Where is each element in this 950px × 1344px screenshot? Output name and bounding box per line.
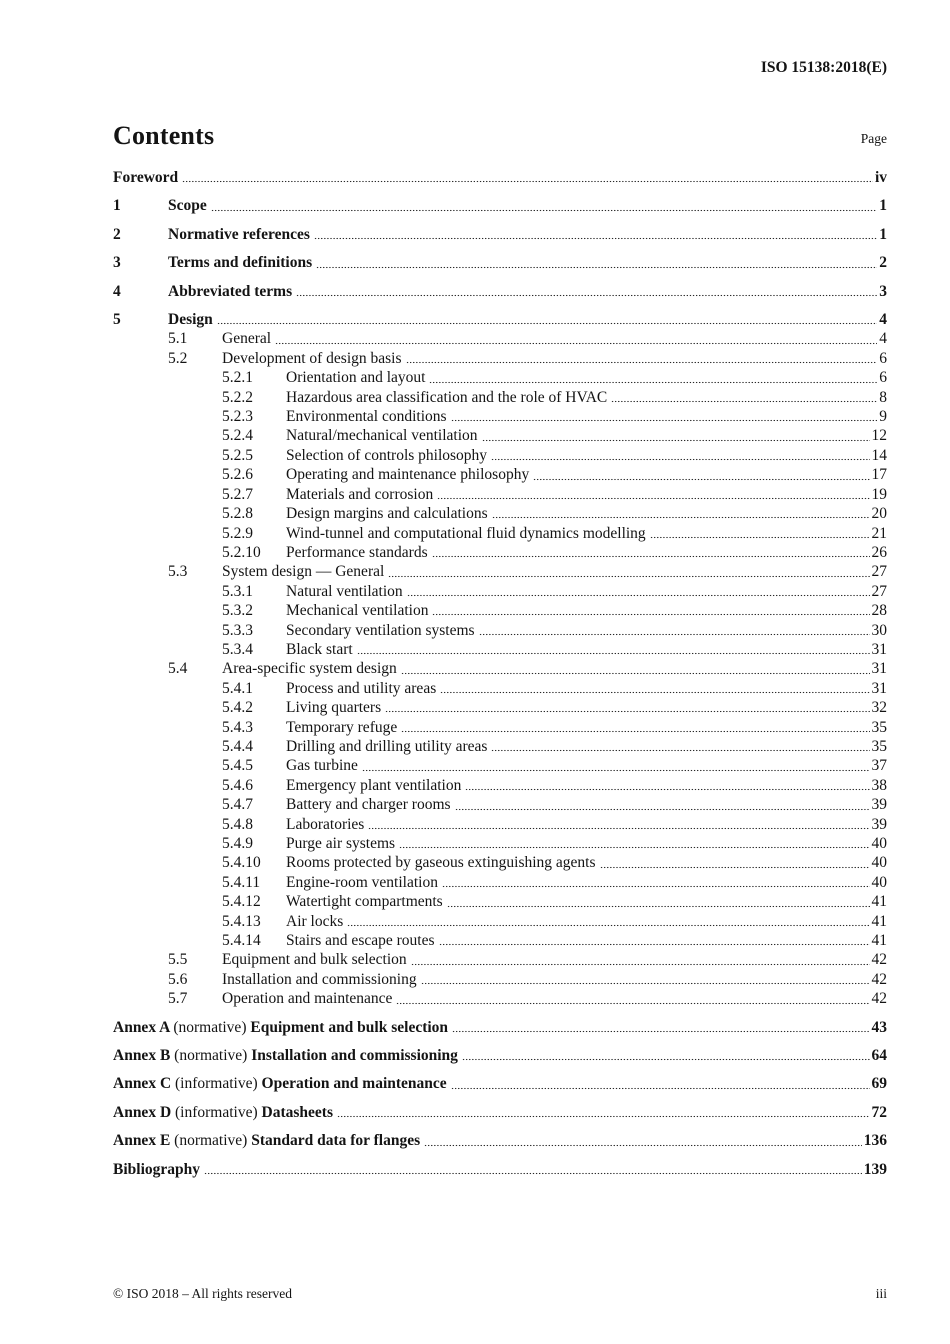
toc-annex-qualifier: (normative) — [174, 1047, 252, 1065]
toc-list — [113, 168, 887, 1179]
toc-entry-page: 28 — [871, 602, 887, 620]
toc-entry-label: Living quarters — [286, 699, 382, 717]
toc-annex-qualifier: (informative) — [175, 1103, 262, 1121]
toc-entry — [113, 892, 887, 911]
toc-entry-label: Abbreviated terms — [168, 282, 293, 300]
toc-entry — [113, 1131, 887, 1150]
toc-entry-number: 5.4.14 — [222, 932, 261, 950]
toc-entry-page: 136 — [863, 1132, 887, 1150]
dot-leader — [479, 621, 870, 640]
toc-entry-page: 41 — [871, 912, 887, 930]
toc-entry-number: 5.4.4 — [222, 737, 253, 755]
toc-entry — [113, 310, 887, 329]
dot-leader — [600, 853, 870, 872]
toc-entry — [113, 698, 887, 717]
toc-entry — [113, 196, 887, 215]
toc-entry-page: 3 — [879, 282, 887, 300]
dot-leader — [437, 485, 869, 504]
toc-entry-page: 9 — [879, 408, 887, 426]
toc-entry-label: Bibliography — [113, 1160, 200, 1178]
toc-entry-label: Watertight compartments — [286, 893, 443, 911]
toc-entry-label: Battery and charger rooms — [286, 796, 451, 814]
dot-leader — [492, 504, 870, 523]
toc-annex-title: Equipment and bulk selection — [250, 1018, 449, 1036]
toc-entry — [113, 253, 887, 272]
toc-entry-page: 40 — [871, 873, 887, 891]
dot-leader — [316, 253, 877, 272]
toc-entry-page: 31 — [871, 679, 887, 697]
toc-entry-number: 5.2.9 — [222, 524, 253, 542]
toc-entry — [113, 679, 887, 698]
toc-entry-page: 31 — [871, 640, 887, 658]
toc-entry — [113, 795, 887, 814]
toc-entry — [113, 282, 887, 301]
toc-entry-label — [113, 1018, 448, 1037]
toc-entry-page: 139 — [863, 1160, 887, 1178]
toc-entry-number: 5.3.1 — [222, 582, 253, 600]
toc-entry-page: 17 — [871, 466, 887, 484]
toc-entry-page: 32 — [871, 699, 887, 717]
dot-leader — [401, 718, 869, 737]
toc-entry-page: 40 — [871, 835, 887, 852]
toc-entry-page: 27 — [871, 563, 887, 581]
dot-leader — [455, 795, 870, 814]
toc-entry-page: 30 — [871, 621, 887, 639]
dot-leader — [451, 407, 878, 426]
toc-annex-qualifier: (normative) — [173, 1018, 251, 1036]
toc-entry-number: 5.4.13 — [222, 912, 261, 930]
toc-entry — [113, 329, 887, 348]
dot-leader — [465, 776, 869, 795]
toc-entry — [113, 225, 887, 244]
toc-entry-page: 6 — [879, 349, 887, 367]
toc-entry — [113, 815, 887, 834]
toc-entry-label: Secondary ventilation systems — [286, 621, 475, 639]
dot-leader — [533, 465, 869, 484]
toc-entry-page: 27 — [871, 582, 887, 600]
toc-entry — [113, 853, 887, 872]
toc-entry-page: 41 — [871, 932, 887, 950]
toc-annex-name: Annex C — [113, 1075, 176, 1093]
toc-entry — [113, 426, 887, 445]
dot-leader — [424, 1131, 862, 1150]
toc-entry-number: 5.4 — [168, 660, 188, 678]
dot-leader — [396, 989, 869, 1008]
copyright-notice: © ISO 2018 – All rights reserved — [113, 1286, 292, 1301]
toc-entry-label: Operating and maintenance philosophy — [286, 466, 530, 484]
toc-entry — [113, 446, 887, 465]
toc-entry-label: System design — General — [222, 563, 385, 581]
toc-entry — [113, 524, 887, 543]
toc-annex-title: Standard data for flanges — [251, 1132, 421, 1150]
toc-annex-qualifier: (normative) — [174, 1132, 252, 1150]
toc-entry — [113, 950, 887, 969]
contents-heading: Contents — [113, 121, 215, 150]
toc-entry-label: Foreword — [113, 169, 179, 186]
dot-leader — [407, 582, 870, 601]
toc-entry-label: Materials and corrosion — [286, 485, 434, 503]
toc-entry — [113, 407, 887, 426]
toc-entry-page: 38 — [871, 776, 887, 794]
toc-entry-number: 5.4.6 — [222, 776, 253, 794]
toc-entry-number: 5.3 — [168, 563, 188, 581]
toc-entry-number: 5.2 — [168, 349, 188, 367]
toc-entry-number: 5.2.7 — [222, 485, 253, 503]
toc-entry-label: Emergency plant ventilation — [286, 776, 462, 794]
toc-entry-number: 3 — [113, 254, 121, 272]
toc-entry-number: 5.2.5 — [222, 446, 253, 464]
toc-entry-page: 35 — [871, 718, 887, 736]
toc-entry-label: Process and utility areas — [286, 679, 437, 697]
toc-entry — [113, 601, 887, 620]
toc-entry-page: 64 — [871, 1047, 887, 1065]
toc-entry-page: 43 — [871, 1018, 887, 1036]
toc-entry-number: 5.2.2 — [222, 388, 253, 406]
toc-entry-page: 1 — [879, 197, 887, 215]
toc-entry-label: Engine-room ventilation — [286, 873, 438, 891]
toc-entry-number: 4 — [113, 282, 121, 300]
page-footer — [113, 1286, 887, 1302]
dot-leader — [491, 446, 869, 465]
toc-entry-number: 5.6 — [168, 970, 188, 988]
toc-entry-number: 5.4.9 — [222, 835, 253, 852]
dot-leader — [611, 388, 877, 407]
dot-leader — [452, 1018, 869, 1037]
toc-entry-label: Temporary refuge — [286, 718, 398, 736]
toc-annex-name: Annex B — [113, 1047, 175, 1065]
dot-leader — [482, 426, 870, 445]
toc-entry-page: 35 — [871, 737, 887, 755]
toc-entry — [113, 1018, 887, 1037]
toc-entry — [113, 388, 887, 407]
toc-entry-number: 5.4.11 — [222, 873, 261, 891]
toc-entry-number: 5.7 — [168, 990, 188, 1008]
toc-entry-number: 1 — [113, 197, 121, 215]
dot-leader — [204, 1160, 862, 1179]
toc-entry-page: 31 — [871, 660, 887, 678]
toc-entry — [113, 640, 887, 659]
toc-entry — [113, 562, 887, 581]
toc-entry-label — [113, 1046, 458, 1065]
dot-leader — [491, 737, 869, 756]
toc-entry-label: Equipment and bulk selection — [222, 951, 407, 969]
toc-entry — [113, 168, 887, 187]
toc-entry-label: Design margins and calculations — [286, 505, 488, 523]
toc-entry-label: Mechanical ventilation — [286, 602, 429, 620]
toc-entry-page: 14 — [871, 446, 887, 464]
dot-leader — [432, 601, 869, 620]
toc-entry-page: 26 — [871, 543, 887, 561]
toc-entry-page: 39 — [871, 796, 887, 814]
dot-leader — [432, 543, 870, 562]
toc-entry-label: Gas turbine — [286, 757, 358, 775]
toc-annex-name: Annex E — [113, 1132, 175, 1150]
toc-entry — [113, 621, 887, 640]
dot-leader — [440, 679, 869, 698]
toc-entry — [113, 970, 887, 989]
dot-leader — [406, 349, 878, 368]
dot-leader — [275, 329, 877, 348]
toc-annex-name: Annex D — [113, 1103, 176, 1121]
toc-entry-number: 5.4.7 — [222, 796, 253, 814]
dot-leader — [447, 892, 870, 911]
toc-annex-title: Datasheets — [261, 1103, 333, 1121]
dot-leader — [211, 196, 878, 215]
toc-entry-label: Terms and definitions — [168, 254, 313, 272]
toc-annex-title: Operation and maintenance — [261, 1075, 447, 1093]
toc-entry-label — [113, 1103, 333, 1122]
dot-leader — [451, 1074, 870, 1093]
toc-entry-label: Hazardous area classification and the role of HVAC — [286, 388, 608, 406]
toc-entry-page: 12 — [871, 427, 887, 445]
dot-leader — [362, 756, 870, 775]
toc-entry-number: 5.5 — [168, 951, 188, 969]
toc-annex-qualifier: (informative) — [175, 1075, 262, 1093]
dot-leader — [337, 1103, 870, 1122]
dot-leader — [217, 310, 877, 329]
toc-entry-number: 5.4.12 — [222, 893, 261, 911]
toc-entry-number: 5.1 — [168, 330, 188, 348]
toc-entry-page: 42 — [871, 990, 887, 1008]
toc-entry-number: 5.2.8 — [222, 505, 253, 523]
toc-entry-number: 5.4.2 — [222, 699, 253, 717]
toc-entry-page: 39 — [871, 815, 887, 833]
dot-leader — [401, 659, 870, 678]
toc-entry-page: 20 — [871, 505, 887, 523]
toc-entry-label: Normative references — [168, 225, 310, 243]
toc-entry-page: 21 — [871, 524, 887, 542]
dot-leader — [357, 640, 870, 659]
dot-leader — [385, 698, 869, 717]
toc-entry — [113, 485, 887, 504]
toc-entry-page: 37 — [871, 757, 887, 775]
toc-entry-number: 5.2.4 — [222, 427, 253, 445]
toc-entry — [113, 776, 887, 795]
toc-entry — [113, 912, 887, 931]
dot-leader — [368, 815, 869, 834]
toc-entry-number: 5.3.3 — [222, 621, 253, 639]
toc-entry-label: Selection of controls philosophy — [286, 446, 488, 464]
toc-entry-label: Installation and commissioning — [222, 970, 417, 988]
toc-entry-page: 72 — [871, 1103, 887, 1121]
toc-entry-label: Operation and maintenance — [222, 990, 393, 1008]
toc-entry-page: 1 — [879, 225, 887, 243]
toc-entry-label: Purge air systems — [286, 835, 396, 852]
toc-entry — [113, 873, 887, 892]
toc-annex-title: Installation and commissioning — [251, 1047, 458, 1065]
dot-leader — [439, 931, 870, 950]
toc-entry-page: 40 — [871, 854, 887, 872]
toc-entry-label: Wind-tunnel and computational fluid dynamics modelling — [286, 524, 646, 542]
toc-entry-number: 5.4.8 — [222, 815, 253, 833]
toc-entry — [113, 368, 887, 387]
toc-entry-page: 8 — [879, 388, 887, 406]
toc-entry-number: 5.2.10 — [222, 543, 261, 561]
dot-leader — [442, 873, 870, 892]
page-column-label: Page — [860, 131, 887, 146]
toc-entry-label: Environmental conditions — [286, 408, 447, 426]
toc-entry-page: iv — [874, 169, 887, 186]
toc-entry-number: 5.2.3 — [222, 408, 253, 426]
toc-entry-number: 2 — [113, 225, 121, 243]
toc-entry-label: Orientation and layout — [286, 369, 426, 387]
toc-entry-number: 5.4.5 — [222, 757, 253, 775]
dot-leader — [388, 562, 869, 581]
toc-entry — [113, 465, 887, 484]
toc-entry — [113, 756, 887, 775]
toc-entry — [113, 989, 887, 1008]
toc-entry — [113, 1074, 887, 1093]
toc-entry-number: 5.3.2 — [222, 602, 253, 620]
toc-entry — [113, 1160, 887, 1179]
dot-leader — [347, 912, 869, 931]
toc-entry-page: 6 — [879, 369, 887, 387]
toc-entry-number: 5.4.3 — [222, 718, 253, 736]
toc-entry-page: 19 — [871, 485, 887, 503]
toc-entry — [113, 1103, 887, 1122]
contents-title-row — [113, 121, 887, 151]
toc-entry-label: Design — [168, 311, 213, 329]
toc-entry — [113, 659, 887, 678]
document-id-header: ISO 15138:2018(E) — [760, 59, 887, 76]
dot-leader — [650, 524, 870, 543]
folio-page-number: iii — [875, 1286, 887, 1301]
toc-entry — [113, 504, 887, 523]
dot-leader — [399, 834, 869, 853]
toc-entry-label: General — [222, 330, 272, 348]
toc-entry — [113, 1046, 887, 1065]
toc-entry-label: Black start — [286, 640, 353, 658]
toc-annex-name: Annex A — [113, 1018, 174, 1036]
dot-leader — [462, 1046, 870, 1065]
dot-leader — [296, 282, 877, 301]
toc-entry-number: 5.2.6 — [222, 466, 253, 484]
toc-entry-page: 69 — [871, 1075, 887, 1093]
toc-entry-number: 5.3.4 — [222, 640, 253, 658]
toc-entry-label: Natural ventilation — [286, 582, 403, 600]
toc-entry-label: Scope — [168, 197, 207, 215]
toc-entry-label: Stairs and escape routes — [286, 932, 435, 950]
dot-leader — [429, 368, 877, 387]
toc-entry — [113, 718, 887, 737]
toc-entry-label: Laboratories — [286, 815, 365, 833]
toc-entry-number: 5.2.1 — [222, 369, 253, 387]
toc-entry-label: Rooms protected by gaseous extinguishing agents — [286, 854, 596, 872]
toc-entry — [113, 582, 887, 601]
toc-entry-page: 4 — [879, 311, 887, 329]
toc-entry-number: 5 — [113, 311, 121, 329]
dot-leader — [182, 168, 873, 187]
toc-entry-label — [113, 1131, 420, 1150]
toc-entry-label — [113, 1074, 447, 1093]
toc-entry-page: 42 — [871, 951, 887, 969]
toc-entry-page: 42 — [871, 970, 887, 988]
toc-entry — [113, 349, 887, 368]
toc-entry-page: 41 — [871, 893, 887, 911]
toc-entry-label: Air locks — [286, 912, 344, 930]
dot-leader — [314, 225, 877, 244]
toc-entry-label: Performance standards — [286, 543, 428, 561]
toc-entry-label: Natural/mechanical ventilation — [286, 427, 478, 445]
toc-entry-label: Development of design basis — [222, 349, 402, 367]
toc-entry — [113, 737, 887, 756]
toc-entry — [113, 931, 887, 950]
dot-leader — [411, 950, 870, 969]
toc-entry-number: 5.4.1 — [222, 679, 253, 697]
toc-entry-number: 5.4.10 — [222, 854, 261, 872]
toc-entry-label: Area-specific system design — [222, 660, 397, 678]
toc-entry-label: Drilling and drilling utility areas — [286, 737, 488, 755]
toc-entry — [113, 834, 887, 853]
toc-entry-page: 4 — [879, 330, 887, 348]
dot-leader — [421, 970, 870, 989]
toc-entry-page: 2 — [879, 254, 887, 272]
toc-entry — [113, 543, 887, 562]
